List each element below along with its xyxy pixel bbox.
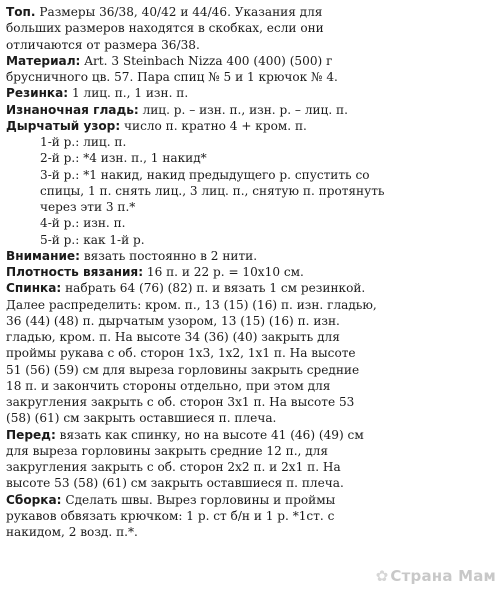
lace-pattern-text: число п. кратно 4 + кром. п. <box>120 118 307 133</box>
top-sizes-text: Размеры 36/38, 40/42 и 44/46. Указания для <box>35 5 323 19</box>
text-line: больших размеров находятся в скобках, если они <box>6 21 324 36</box>
watermark-text: Страна Мам <box>390 567 496 585</box>
line-top <box>6 4 494 20</box>
gauge-text: 16 п. и 22 р. = 10x10 см. <box>143 265 304 279</box>
text-line: (58) (61) см закрыть оставшиеся п. плеча. <box>6 411 277 426</box>
line-back <box>6 280 494 296</box>
reverse-stockinette-text: лиц. р. – изн. п., изн. р. – лиц. п. <box>138 102 348 117</box>
heading-assembly: Сборка: <box>6 492 62 507</box>
text-line: 51 (56) (59) см для выреза горловины закрыть средние <box>6 362 360 377</box>
text-line: накидом, 2 возд. п.*. <box>6 525 138 539</box>
heading-front: Перед: <box>6 427 56 442</box>
heading-attention: Внимание: <box>6 248 80 263</box>
text-line: закругления закрыть с об. сторон 3x1 п. На высоте 53 <box>6 395 355 409</box>
line-attention <box>6 248 494 264</box>
line-assembly <box>6 492 494 508</box>
front-text: вязать как спинку, но на высоте 41 (46) (49) см <box>55 427 364 442</box>
text-line: отличаются от размера 36/38. <box>6 37 200 52</box>
assembly-text: Сделать швы. Вырез горловины и проймы <box>61 492 336 507</box>
row-5: 5-й р.: как 1-й р. <box>40 232 145 247</box>
text-line: для выреза горловины закрыть средние 12 п., для <box>6 443 328 458</box>
heading-top: Топ. <box>6 5 36 19</box>
row-3: 3-й р.: *1 накид, накид предыдущего р. спустить со <box>40 167 370 182</box>
heading-rib: Резинка: <box>6 86 69 101</box>
material-text: Art. 3 Steinbach Nizza 400 (400) (500) г <box>80 53 333 68</box>
heading-lace-pattern: Дырчатый узор: <box>6 118 121 133</box>
line-reverse-stockinette <box>6 102 494 118</box>
text-line: гладью, кром. п. На высоте 34 (36) (40) закрыть для <box>6 330 340 344</box>
rib-text: 1 лиц. п., 1 изн. п. <box>68 86 189 101</box>
site-watermark <box>376 567 496 585</box>
text-line: рукавов обвязать крючком: 1 р. ст б/н и 1 р. *1ст. с <box>6 508 335 523</box>
back-text: набрать 64 (76) (82) п. и вязать 1 см резинкой. <box>61 281 366 296</box>
text-line: проймы рукава с об. сторон 1x3, 1x2, 1x1 п. На высоте <box>6 346 356 361</box>
heading-material: Материал: <box>6 53 81 68</box>
text-line: высоте 53 (58) (61) см закрыть оставшиеся п. плеча. <box>6 476 344 491</box>
pattern-text <box>6 4 494 540</box>
row-4: 4-й р.: изн. п. <box>40 216 126 231</box>
text-line: закругления закрыть с об. сторон 2x2 п. и 2x1 п. На <box>6 460 341 474</box>
text-line: 36 (44) (48) п. дырчатым узором, 13 (15) (16) п. изн. <box>6 313 340 328</box>
row-1: 1-й р.: лиц. п. <box>40 135 127 149</box>
line-rib <box>6 85 494 101</box>
row-2: 2-й р.: *4 изн. п., 1 накид* <box>40 151 207 166</box>
text-line: брусничного цв. 57. Пара спиц № 5 и 1 крючок № 4. <box>6 70 338 84</box>
heading-reverse-stockinette: Изнаночная гладь: <box>6 102 139 117</box>
line-gauge <box>6 264 494 280</box>
row-3-cont: через эти 3 п.* <box>40 200 136 214</box>
heading-gauge: Плотность вязания: <box>6 265 144 279</box>
lotus-icon: ✿ <box>375 567 389 585</box>
line-front <box>6 427 494 443</box>
text-line: Далее распределить: кром. п., 13 (15) (16) п. изн. гладью, <box>6 297 377 312</box>
row-3-cont: спицы, 1 п. снять лиц., 3 лиц. п., снятую п. протянуть <box>40 183 385 198</box>
line-lace-pattern <box>6 118 494 134</box>
line-material <box>6 53 494 69</box>
attention-text: вязать постоянно в 2 нити. <box>79 248 258 263</box>
heading-back: Спинка: <box>6 281 62 296</box>
text-line: 18 п. и закончить стороны отдельно, при этом для <box>6 378 331 393</box>
